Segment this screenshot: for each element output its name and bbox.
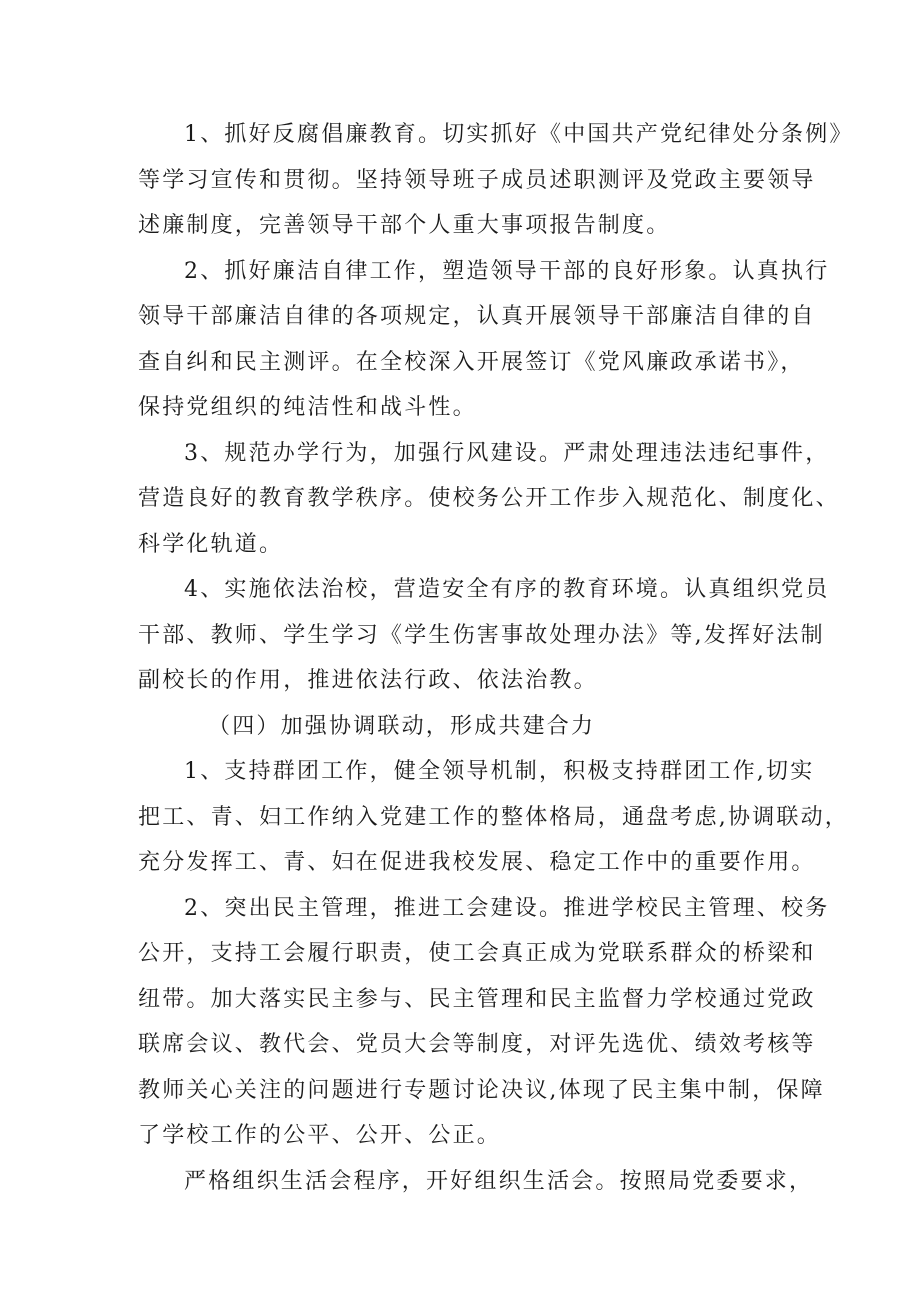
text-line: 领导干部廉洁自律的各项规定，认真开展领导干部廉洁自律的自	[138, 304, 816, 329]
text-line: 2、抓好廉洁自律工作，塑造领导干部的良好形象。认真执行	[184, 258, 830, 284]
text-line: 科学化轨道。	[138, 531, 284, 557]
text-line: 充分发挥工、青、妇在促进我校发展、稳定工作中的重要作用。	[138, 850, 816, 875]
text-line: 营造良好的教育教学秩序。使校务公开工作步入规范化、制度化、	[138, 486, 840, 511]
text-line: 述廉制度，完善领导干部个人重大事项报告制度。	[138, 213, 671, 238]
text-line: 2、突出民主管理，推进工会建设。推进学校民主管理、校务	[184, 895, 830, 921]
text-line: 等学习宣传和贯彻。坚持领导班子成员述职测评及党政主要领导	[138, 167, 816, 193]
text-line: 1、抓好反腐倡廉教育。切实抓好《中国共产党纪律处分条例》	[184, 122, 854, 147]
text-line: 查自纠和民主测评。在全校深入开展签订《党风廉政承诺书》，	[138, 349, 805, 375]
text-line: 副校长的作用，推进依法行政、依法治教。	[138, 668, 598, 693]
text-line: 把工、青、妇工作纳入党建工作的整体格局，通盘考虑,协调联动，	[138, 804, 849, 830]
section-heading: （四）加强协调联动，形成共建合力	[208, 713, 596, 739]
text-line: 公开，支持工会履行职责，使工会真正成为党联系群众的桥梁和	[138, 941, 816, 966]
text-line: 教师关心关注的问题进行专题讨论决议,体现了民主集中制，保障	[138, 1077, 825, 1103]
text-line: 纽带。加大落实民主参与、民主管理和民主监督力学校通过党政	[138, 986, 816, 1012]
text-line: 4、实施依法治校，营造安全有序的教育环境。认真组织党员	[184, 577, 830, 602]
text-line: 保持党组织的纯洁性和战斗性。	[138, 395, 477, 420]
document-body	[138, 112, 854, 1204]
text-line: 3、规范办学行为，加强行风建设。严肃处理违法违纪事件，	[184, 440, 830, 466]
text-line: 1、支持群团工作，健全领导机制，积极支持群团工作,切实	[184, 759, 815, 784]
text-line: 联席会议、教代会、党员大会等制度，对评先选优、绩效考核等	[138, 1032, 816, 1057]
text-line: 干部、教师、学生学习《学生伤害事故处理办法》等,发挥好法制	[138, 622, 825, 648]
text-line: 了学校工作的公平、公开、公正。	[138, 1123, 502, 1148]
text-line: 严格组织生活会程序，开好组织生活会。按照局党委要求，	[184, 1168, 814, 1194]
